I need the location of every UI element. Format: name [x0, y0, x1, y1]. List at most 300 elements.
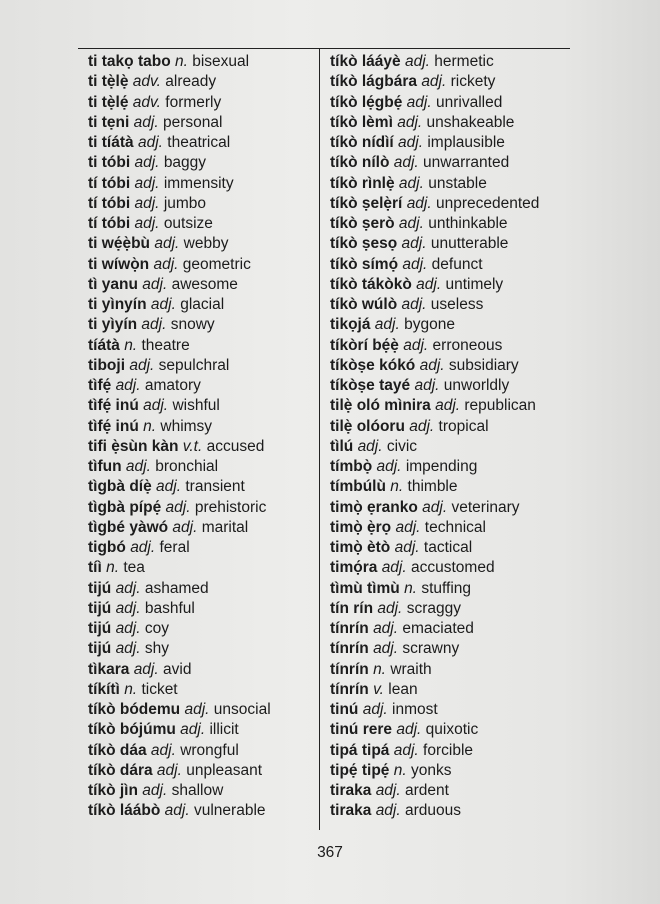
headword: tíkò tákòkò — [330, 275, 412, 293]
dictionary-entry — [88, 498, 271, 518]
headword: tiraka — [330, 782, 372, 799]
page-number: 367 — [317, 844, 343, 861]
part-of-speech: n. — [373, 660, 386, 678]
definition: hermetic — [434, 53, 494, 70]
part-of-speech: adj. — [375, 782, 401, 799]
definition: impending — [405, 458, 478, 475]
definition: coy — [144, 620, 169, 637]
part-of-speech: adj. — [156, 478, 182, 496]
definition: already — [165, 73, 217, 91]
headword: tìfun — [88, 458, 122, 475]
dictionary-entry — [330, 52, 539, 72]
dictionary-entry — [330, 72, 539, 92]
definition: scrawny — [402, 640, 460, 658]
dictionary-entry — [88, 680, 271, 700]
headword: tiraka — [330, 802, 372, 820]
dictionary-entry — [88, 801, 271, 821]
dictionary-entry — [88, 255, 271, 275]
dictionary-entry — [330, 599, 539, 619]
definition: theatrical — [167, 134, 231, 151]
headword: tíkò ṣerò — [330, 215, 395, 232]
definition: awesome — [171, 275, 238, 293]
headword: tíkò lèmì — [330, 113, 393, 131]
headword: tí tóbi — [88, 215, 131, 232]
dictionary-entry — [330, 538, 539, 558]
part-of-speech: adj. — [414, 377, 440, 394]
dictionary-entry — [330, 720, 539, 740]
dictionary-entry — [88, 639, 271, 659]
dictionary-entry — [88, 720, 271, 740]
dictionary-entry — [330, 417, 539, 437]
dictionary-entry — [330, 518, 539, 538]
definition: webby — [183, 235, 229, 253]
part-of-speech: adj. — [406, 194, 432, 212]
headword: tìmù tìmù — [330, 579, 400, 597]
dictionary-entry — [88, 275, 271, 295]
dictionary-entry — [88, 356, 271, 376]
dictionary-entry — [88, 336, 271, 356]
dictionary-entry — [88, 153, 271, 173]
headword: timọ́ra — [330, 559, 378, 577]
part-of-speech: n. — [404, 579, 417, 597]
definition: tactical — [423, 539, 473, 556]
definition: lean — [388, 680, 418, 698]
headword: tíì — [88, 559, 102, 577]
definition: implausible — [427, 134, 505, 151]
dictionary-entry — [330, 336, 539, 356]
definition: unutterable — [430, 235, 509, 253]
definition: avid — [163, 660, 192, 678]
dictionary-entry — [88, 761, 271, 781]
part-of-speech: adj. — [403, 336, 429, 354]
dictionary-entry — [88, 700, 271, 720]
dictionary-entry — [88, 72, 271, 92]
definition: wrongful — [180, 741, 239, 759]
part-of-speech: adj. — [115, 579, 141, 597]
part-of-speech: n. — [124, 680, 138, 698]
headword: timọ̀ ètò — [330, 539, 391, 556]
headword: tín rín — [330, 599, 374, 617]
headword: tíkòṣe kókó — [330, 356, 416, 374]
dictionary-entry — [330, 396, 539, 416]
definition: arduous — [405, 802, 462, 820]
definition: technical — [424, 518, 486, 536]
dictionary-entry — [88, 599, 271, 619]
part-of-speech: adj. — [398, 215, 424, 232]
part-of-speech: adj. — [393, 154, 419, 172]
definition: unthinkable — [428, 215, 508, 232]
dictionary-entry — [88, 437, 271, 457]
definition: marital — [201, 518, 249, 536]
dictionary-entry — [330, 376, 539, 396]
definition: unrivalled — [435, 93, 503, 111]
dictionary-entry — [330, 558, 539, 578]
definition: unstable — [428, 174, 487, 192]
headword: tipá tipá — [330, 741, 390, 759]
definition: illicit — [209, 721, 239, 739]
definition: stuffing — [421, 579, 472, 597]
headword: tímbúlù — [330, 478, 386, 496]
headword: tíkò lááyè — [330, 53, 401, 70]
part-of-speech: adj. — [133, 113, 159, 131]
part-of-speech: adj. — [362, 701, 388, 718]
headword: ti yìnyín — [88, 296, 147, 313]
headword: tíkòrí bẹ́ẹ̀ — [330, 336, 399, 354]
definition: whimsy — [160, 417, 213, 435]
dictionary-entry — [330, 761, 539, 781]
definition: theatre — [141, 336, 190, 354]
headword: tíkòṣe tayé — [330, 377, 411, 394]
part-of-speech: adj. — [375, 802, 401, 820]
dictionary-entry — [88, 660, 271, 680]
part-of-speech: adj. — [130, 539, 156, 556]
definition: unshakeable — [426, 113, 515, 131]
headword: tìkara — [88, 660, 130, 678]
dictionary-entry — [88, 396, 271, 416]
part-of-speech: adj. — [115, 599, 141, 617]
part-of-speech: v. — [373, 680, 384, 698]
definition: shy — [144, 640, 169, 658]
dictionary-entry — [330, 174, 539, 194]
part-of-speech: adj. — [409, 417, 435, 435]
definition: tea — [123, 559, 145, 577]
part-of-speech: adj. — [421, 73, 447, 91]
part-of-speech: adj. — [374, 316, 400, 334]
dictionary-entry — [330, 700, 539, 720]
definition: veterinary — [451, 498, 520, 516]
dictionary-entry — [88, 214, 271, 234]
headword: tíkò bódemu — [88, 701, 181, 718]
part-of-speech: adj. — [172, 518, 198, 536]
definition: unpleasant — [186, 761, 263, 779]
headword: timọ̀ ẹ̀rọ — [330, 518, 392, 536]
part-of-speech: adj. — [395, 518, 421, 536]
dictionary-entry — [88, 781, 271, 801]
part-of-speech: n. — [143, 417, 157, 435]
headword: tinú rere — [330, 721, 393, 739]
headword: tíkò nídìí — [330, 134, 394, 151]
part-of-speech: adj. — [134, 174, 160, 192]
definition: amatory — [144, 377, 201, 394]
dictionary-entry — [330, 356, 539, 376]
dictionary-entry — [330, 133, 539, 153]
headword: tijú — [88, 640, 112, 658]
definition: prehistoric — [194, 498, 267, 516]
headword: ti yìyín — [88, 316, 138, 334]
part-of-speech: adj. — [184, 701, 210, 718]
dictionary-entry — [330, 113, 539, 133]
part-of-speech: adj. — [154, 235, 180, 253]
definition: bygone — [404, 316, 455, 334]
dictionary-entry — [330, 680, 539, 700]
left-column — [88, 52, 271, 822]
dictionary-entry — [88, 417, 271, 437]
definition: subsidiary — [448, 356, 519, 374]
definition: rickety — [450, 73, 496, 91]
headword: ti tẹ̀lẹ̀ — [88, 73, 129, 91]
headword: tíkò jìn — [88, 782, 138, 799]
definition: transient — [185, 478, 245, 496]
dictionary-entry — [88, 194, 271, 214]
dictionary-entry — [330, 457, 539, 477]
headword: ti tẹ̀lẹ́ — [88, 93, 129, 111]
part-of-speech: adj. — [373, 640, 399, 658]
dictionary-entry — [330, 295, 539, 315]
definition: useless — [430, 296, 484, 313]
part-of-speech: adj. — [115, 377, 141, 394]
definition: baggy — [163, 154, 207, 172]
part-of-speech: adj. — [402, 255, 428, 273]
headword: tìgbà díẹ̀ — [88, 478, 152, 496]
headword: tilẹ̀ oló mìnira — [330, 397, 431, 415]
part-of-speech: adj. — [401, 296, 427, 313]
dictionary-entry — [330, 498, 539, 518]
headword: tíkò lágbára — [330, 73, 417, 91]
part-of-speech: adv. — [132, 93, 161, 111]
dictionary-entry — [330, 194, 539, 214]
header-rule — [78, 48, 570, 49]
definition: immensity — [163, 174, 234, 192]
part-of-speech: adj. — [129, 356, 155, 374]
definition: accused — [206, 437, 265, 455]
definition: ashamed — [144, 579, 209, 597]
definition: ticket — [141, 680, 178, 698]
headword: tí tóbi — [88, 194, 131, 212]
dictionary-entry — [88, 52, 271, 72]
definition: thimble — [407, 478, 458, 496]
headword: tíkò ṣesọ — [330, 235, 398, 253]
headword: tíátà — [88, 336, 120, 354]
headword: tìlú — [330, 437, 354, 455]
headword: tí tóbi — [88, 174, 131, 192]
part-of-speech: adj. — [164, 802, 190, 820]
headword: ti takọ tabo — [88, 53, 171, 70]
dictionary-entry — [330, 579, 539, 599]
part-of-speech: adj. — [396, 721, 422, 739]
dictionary-entry — [330, 255, 539, 275]
part-of-speech: n. — [174, 53, 188, 70]
dictionary-entry — [330, 153, 539, 173]
headword: ti tóbi — [88, 154, 131, 172]
definition: wraith — [390, 660, 432, 678]
headword: tinú — [330, 701, 359, 718]
part-of-speech: adj. — [401, 235, 427, 253]
definition: inmost — [392, 701, 438, 718]
headword: tíkò nílò — [330, 154, 390, 172]
part-of-speech: adj. — [142, 782, 168, 799]
definition: yonks — [410, 761, 452, 779]
headword: tíkítì — [88, 680, 120, 698]
dictionary-entry — [88, 133, 271, 153]
dictionary-entry — [88, 579, 271, 599]
headword: tifi ẹ̀sùn kàn — [88, 437, 179, 455]
dictionary-entry — [330, 437, 539, 457]
headword: tínrín — [330, 660, 369, 678]
headword: tíkò lẹ́gbẹ́ — [330, 93, 403, 111]
definition: geometric — [182, 255, 251, 273]
headword: ti tẹni — [88, 113, 130, 131]
headword: tíkò bójúmu — [88, 721, 176, 739]
part-of-speech: adj. — [125, 458, 151, 475]
definition: unprecedented — [436, 194, 540, 212]
definition: jumbo — [163, 194, 207, 212]
headword: tínrín — [330, 680, 369, 698]
part-of-speech: n. — [124, 336, 138, 354]
part-of-speech: adj. — [141, 316, 167, 334]
headword: tilẹ̀ olóoru — [330, 417, 405, 435]
headword: tíkò wúlò — [330, 296, 398, 313]
headword: tíkò láábò — [88, 802, 161, 820]
part-of-speech: adj. — [422, 498, 448, 516]
dictionary-entry — [330, 639, 539, 659]
part-of-speech: adj. — [377, 599, 403, 617]
part-of-speech: adv. — [132, 73, 161, 91]
definition: tropical — [438, 417, 489, 435]
definition: accustomed — [411, 559, 495, 577]
part-of-speech: adj. — [406, 93, 432, 111]
definition: bronchial — [155, 458, 219, 475]
dictionary-entry — [330, 781, 539, 801]
part-of-speech: adj. — [394, 539, 420, 556]
headword: tiboji — [88, 356, 126, 374]
definition: forcible — [423, 741, 474, 759]
part-of-speech: adj. — [398, 174, 424, 192]
part-of-speech: adj. — [134, 154, 160, 172]
definition: ardent — [405, 782, 449, 799]
headword: tijú — [88, 620, 112, 637]
definition: civic — [386, 437, 418, 455]
part-of-speech: adj. — [156, 761, 182, 779]
headword: tìgbà pípẹ́ — [88, 498, 162, 516]
part-of-speech: adj. — [397, 113, 423, 131]
definition: snowy — [170, 316, 215, 334]
headword: tìfẹ́ inú — [88, 417, 139, 435]
column-divider — [319, 48, 320, 830]
definition: untimely — [445, 275, 504, 293]
part-of-speech: n. — [106, 559, 120, 577]
headword: tíkò rìnlẹ̀ — [330, 174, 395, 192]
headword: ti wẹ́ẹ̀bù — [88, 235, 151, 253]
definition: shallow — [171, 782, 224, 799]
headword: tínrín — [330, 620, 369, 637]
headword: tijú — [88, 579, 112, 597]
headword: tímbọ̀ — [330, 458, 373, 475]
dictionary-entry — [330, 477, 539, 497]
part-of-speech: n. — [390, 478, 404, 496]
dictionary-entry — [88, 538, 271, 558]
dictionary-entry — [330, 275, 539, 295]
headword: tikọjá — [330, 316, 371, 334]
definition: erroneous — [432, 336, 503, 354]
part-of-speech: adj. — [134, 215, 160, 232]
part-of-speech: adj. — [150, 741, 176, 759]
headword: tíkò dára — [88, 761, 153, 779]
headword: tìfẹ́ inú — [88, 397, 139, 415]
part-of-speech: adj. — [419, 356, 445, 374]
part-of-speech: adj. — [357, 437, 383, 455]
dictionary-entry — [88, 558, 271, 578]
dictionary-entry — [88, 93, 271, 113]
part-of-speech: adj. — [142, 275, 168, 293]
definition: vulnerable — [193, 802, 266, 820]
dictionary-entry — [88, 295, 271, 315]
part-of-speech: adj. — [373, 620, 399, 637]
definition: unworldly — [443, 377, 510, 394]
definition: scraggy — [406, 599, 461, 617]
definition: feral — [159, 539, 190, 556]
dictionary-entry — [88, 234, 271, 254]
dictionary-entry — [330, 741, 539, 761]
dictionary-entry — [330, 234, 539, 254]
headword: tíkò ṣelẹ̀rí — [330, 194, 403, 212]
definition: unsocial — [213, 701, 271, 718]
part-of-speech: adj. — [115, 620, 141, 637]
dictionary-entry — [330, 315, 539, 335]
definition: outsize — [163, 215, 213, 232]
part-of-speech: adj. — [143, 397, 169, 415]
part-of-speech: adj. — [416, 275, 442, 293]
dictionary-entry — [88, 457, 271, 477]
dictionary-entry — [330, 801, 539, 821]
part-of-speech: adj. — [376, 458, 402, 475]
part-of-speech: adj. — [153, 255, 179, 273]
definition: quixotic — [425, 721, 479, 739]
dictionary-entry — [88, 619, 271, 639]
headword: timọ̀ ẹranko — [330, 498, 418, 516]
dictionary-entry — [330, 93, 539, 113]
definition: republican — [464, 397, 536, 415]
dictionary-entry — [330, 214, 539, 234]
part-of-speech: adj. — [435, 397, 461, 415]
headword: tì yanu — [88, 275, 138, 293]
definition: glacial — [180, 296, 225, 313]
dictionary-entry — [88, 518, 271, 538]
headword: tíkò símọ́ — [330, 255, 399, 273]
headword: tìfẹ́ — [88, 377, 112, 394]
dictionary-entry — [88, 741, 271, 761]
dictionary-entry — [330, 619, 539, 639]
definition: wishful — [172, 397, 220, 415]
headword: tínrín — [330, 640, 369, 658]
part-of-speech: adj. — [381, 559, 407, 577]
part-of-speech: adj. — [398, 134, 424, 151]
part-of-speech: adj. — [134, 194, 160, 212]
headword: ti wíwọ̀n — [88, 255, 150, 273]
dictionary-entry — [88, 376, 271, 396]
definition: bashful — [144, 599, 195, 617]
dictionary-entry — [88, 477, 271, 497]
definition: unwarranted — [423, 154, 510, 172]
part-of-speech: adj. — [137, 134, 163, 151]
definition: formerly — [165, 93, 222, 111]
definition: bisexual — [192, 53, 250, 70]
part-of-speech: v.t. — [182, 437, 203, 455]
part-of-speech: adj. — [133, 660, 159, 678]
dictionary-entry — [88, 174, 271, 194]
dictionary-entry — [330, 660, 539, 680]
part-of-speech: adj. — [393, 741, 419, 759]
part-of-speech: adj. — [165, 498, 191, 516]
right-column — [330, 52, 539, 822]
headword: tipẹ́ tipẹ́ — [330, 761, 390, 779]
part-of-speech: adj. — [115, 640, 141, 658]
headword: tigbó — [88, 539, 126, 556]
definition: defunct — [431, 255, 483, 273]
dictionary-entry — [88, 113, 271, 133]
headword: tìgbé yàwó — [88, 518, 169, 536]
headword: tíkò dáa — [88, 741, 147, 759]
part-of-speech: adj. — [404, 53, 430, 70]
